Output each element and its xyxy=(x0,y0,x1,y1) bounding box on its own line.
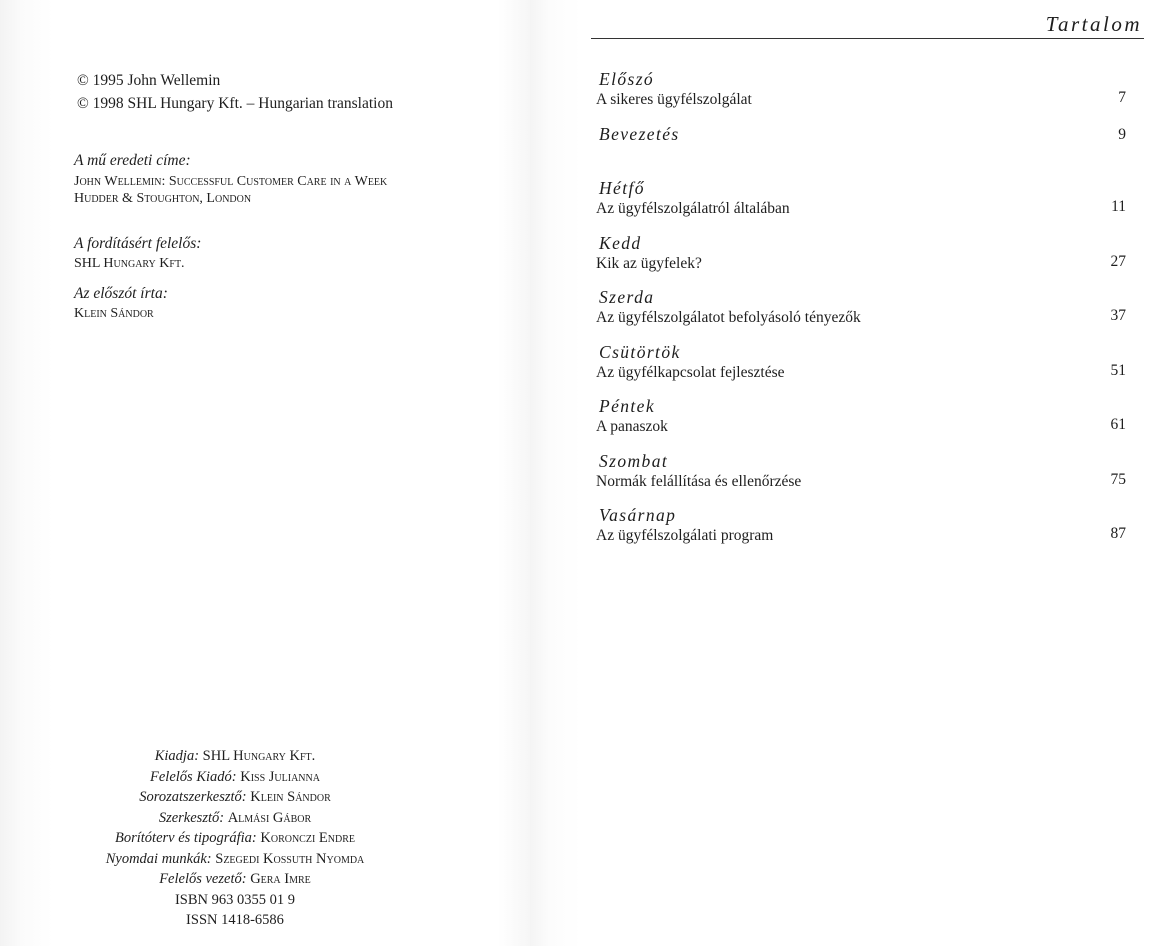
toc-chapter-title: Bevezetés xyxy=(599,123,680,144)
toc-title-rule xyxy=(591,38,1144,39)
toc-page-number: 75 xyxy=(1110,470,1126,488)
colophon-line xyxy=(40,787,430,808)
colophon-label: Sorozatszerkesztő: xyxy=(139,789,247,805)
toc-chapter-title: Kedd xyxy=(599,232,642,253)
colophon-line xyxy=(40,849,430,870)
colophon-line xyxy=(40,767,430,788)
toc-subtitle: Az ügyfélszolgálati program xyxy=(596,527,774,544)
copyright-notice xyxy=(77,69,393,115)
toc-page-number: 61 xyxy=(1110,416,1126,433)
isbn: ISBN 963 0355 01 9 xyxy=(174,891,296,908)
copyright-line: © 1995 John Wellemin xyxy=(77,72,221,89)
colophon-label: Nyomdai munkák: xyxy=(105,850,212,867)
toc-subtitle: A panaszok xyxy=(596,418,668,435)
toc-chapter-title: Előszó xyxy=(599,69,655,89)
colophon-value: Koronczi Endre xyxy=(260,830,355,846)
toc-subtitle: A sikeres ügyfélszolgálat xyxy=(596,91,752,108)
toc-page-number: 11 xyxy=(1111,198,1126,215)
toc-entry xyxy=(596,233,1126,288)
toc-subtitle: Az ügyfélszolgálatot befolyásoló tényezők xyxy=(596,309,861,326)
foreword-author: Klein Sándor xyxy=(74,306,154,321)
publisher-line: Hudder & Stoughton, London xyxy=(74,191,252,206)
toc-page-number: 37 xyxy=(1110,307,1126,324)
foreword-block xyxy=(74,285,168,322)
toc-page-number: 87 xyxy=(1110,525,1126,542)
colophon-line xyxy=(40,869,430,890)
original-title-label: A mű eredeti címe: xyxy=(74,152,191,169)
colophon-value: SHL Hungary Kft. xyxy=(202,748,316,764)
toc-entry xyxy=(596,505,1126,560)
translation-block xyxy=(74,235,201,272)
toc-page-number: 27 xyxy=(1110,252,1126,270)
colophon-label: Felelős vezető: xyxy=(159,871,247,887)
issn: ISSN 1418-6586 xyxy=(186,912,284,928)
colophon-value: Kiss Julianna xyxy=(240,768,320,785)
colophon-value: Szegedi Kossuth Nyomda xyxy=(215,850,365,867)
toc-chapter-title: Péntek xyxy=(599,396,656,416)
toc-entry xyxy=(596,287,1126,342)
toc-entry xyxy=(596,451,1126,506)
toc-entry xyxy=(596,124,1126,179)
toc-subtitle: Normák felállítása és ellenőrzése xyxy=(596,472,802,490)
toc-chapter-title: Hétfő xyxy=(599,178,645,198)
colophon-line xyxy=(40,808,430,829)
colophon-value: Gera Imre xyxy=(250,871,311,887)
colophon-value: Almási Gábor xyxy=(227,809,312,826)
toc-page-number: 7 xyxy=(1118,89,1126,106)
toc-title: Tartalom xyxy=(1045,12,1142,36)
toc-page-number: 51 xyxy=(1110,361,1126,379)
left-page xyxy=(0,0,530,946)
copyright-line: © 1998 SHL Hungary Kft. – Hungarian translation xyxy=(77,95,393,112)
toc-chapter-title: Csütörtök xyxy=(599,341,681,362)
toc-page-number: 9 xyxy=(1118,125,1126,143)
toc-subtitle: Az ügyfélkapcsolat fejlesztése xyxy=(596,363,785,381)
colophon-line xyxy=(40,828,430,849)
colophon-label: Felelős Kiadó: xyxy=(150,768,237,785)
colophon-line xyxy=(40,746,430,767)
toc-chapter-title: Szombat xyxy=(599,450,669,471)
translation-label: A fordításért felelős: xyxy=(74,235,202,252)
foreword-label: Az előszót írta: xyxy=(74,285,168,302)
toc-entry xyxy=(596,178,1126,233)
colophon-label: Kiadja: xyxy=(154,748,200,764)
toc-entry xyxy=(596,69,1126,124)
toc-entry xyxy=(596,396,1126,451)
translation-value: SHL Hungary Kft. xyxy=(74,256,185,271)
toc-entry xyxy=(596,342,1126,397)
toc-subtitle: Kik az ügyfelek? xyxy=(596,254,702,272)
original-title-line: John Wellemin: Successful Customer Care in a Week xyxy=(74,174,388,189)
toc-subtitle: Az ügyfélszolgálatról általában xyxy=(596,200,790,217)
colophon xyxy=(40,746,430,931)
toc-chapter-title: Szerda xyxy=(599,287,655,307)
toc-chapter-title: Vasárnap xyxy=(599,505,677,525)
colophon-label: Borítóterv és tipográfia: xyxy=(114,830,257,846)
colophon-value: Klein Sándor xyxy=(250,789,331,805)
colophon-label: Szerkesztő: xyxy=(158,809,225,826)
table-of-contents xyxy=(596,69,1126,560)
original-title-block xyxy=(74,152,387,207)
